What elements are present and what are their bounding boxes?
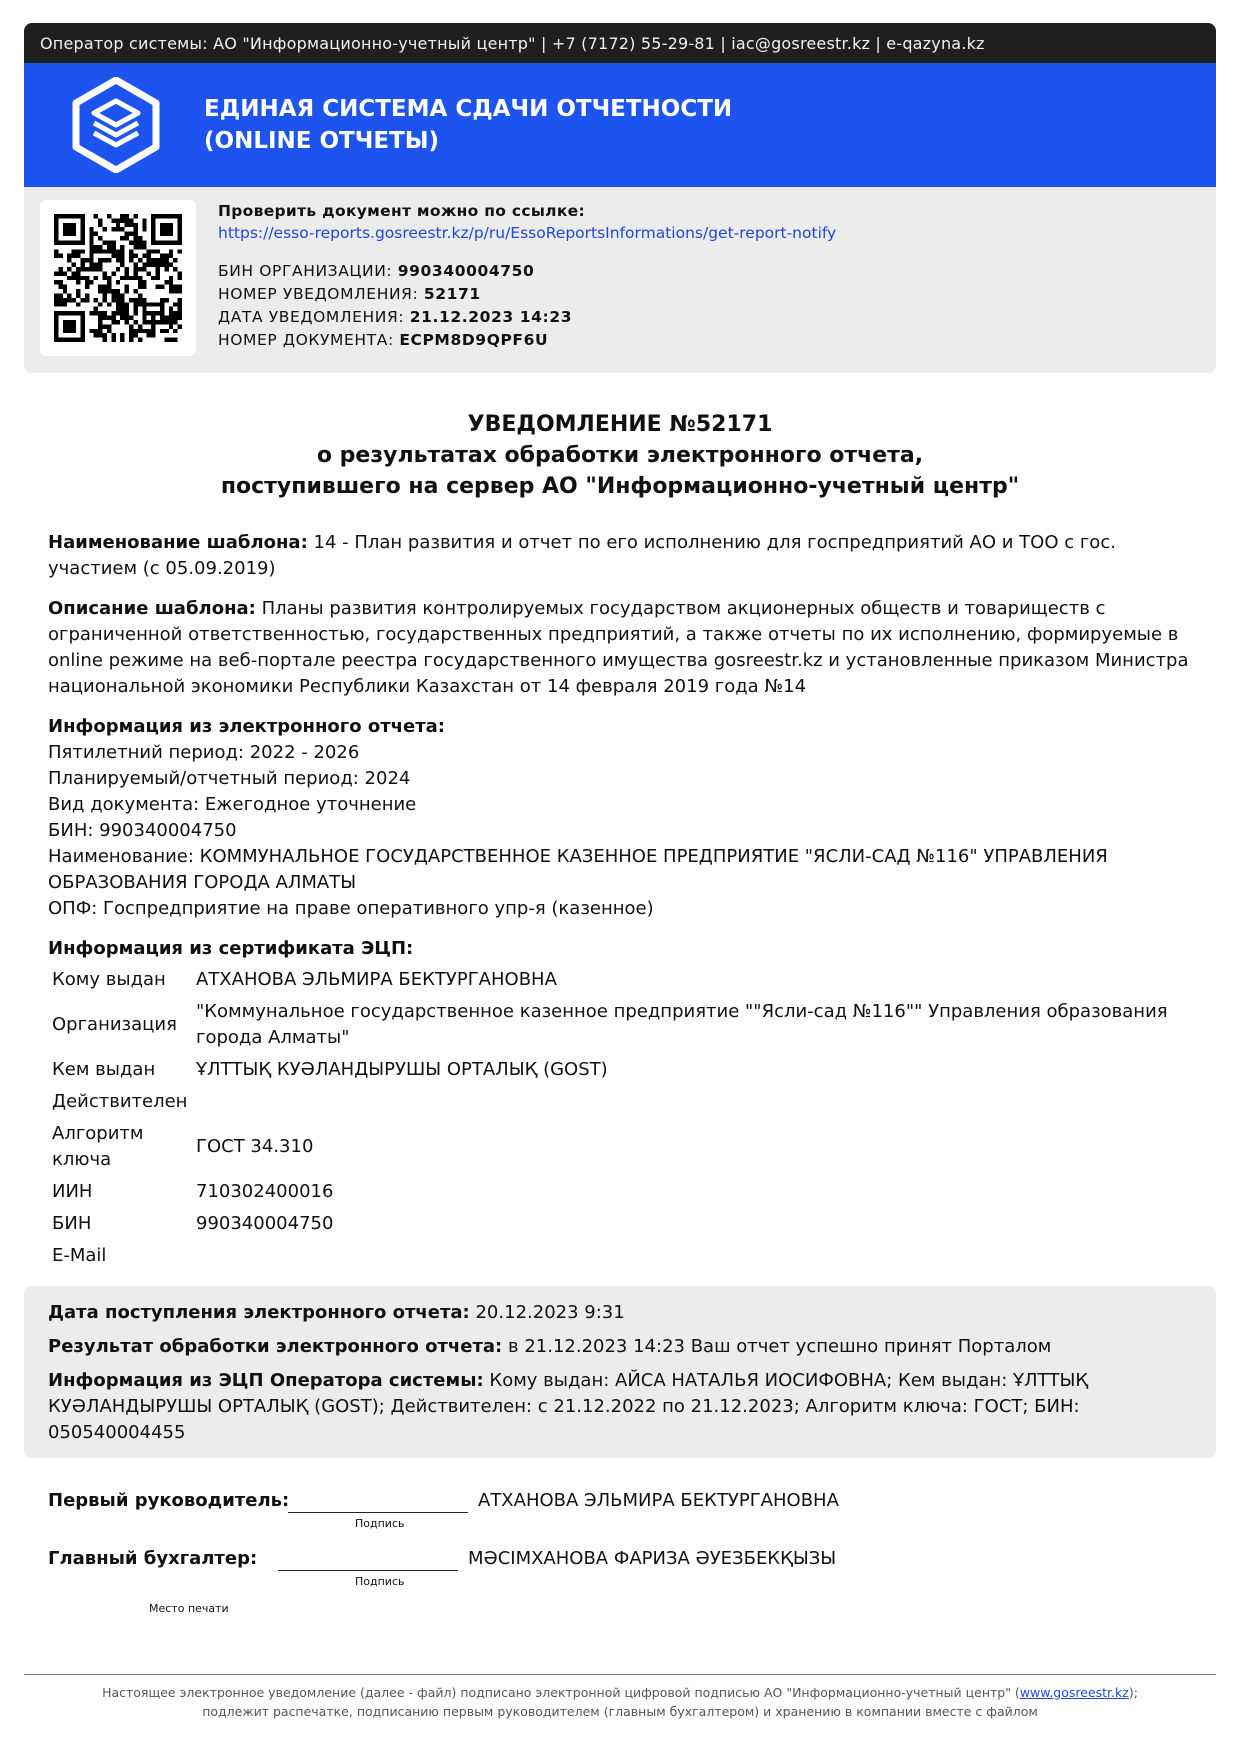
accountant-signature: [48, 1544, 1192, 1602]
title-line2: о результатах обработки электронного отчета,: [316, 443, 924, 468]
notif-row: [218, 283, 836, 306]
report-line: Наименование: КОММУНАЛЬНОЕ ГОСУДАРСТВЕННОЕ КАЗЕННОЕ ПРЕДПРИЯТИЕ "ЯСЛИ-САД №116" УПРАВЛЕНИЯ ОБРАЗОВАНИЯ ГОРОДА АЛМАТЫ: [48, 846, 1108, 893]
head-label: Первый руководитель:: [48, 1490, 290, 1511]
cert-value: 710302400016: [196, 1181, 334, 1202]
bin-row: [218, 260, 836, 283]
system-title-line1: ЕДИНАЯ СИСТЕМА СДАЧИ ОТЧЕТНОСТИ: [204, 96, 733, 122]
bin-label: БИН ОРГАНИЗАЦИИ:: [218, 262, 393, 280]
operator-topbar: [24, 23, 1216, 63]
notif-label: НОМЕР УВЕДОМЛЕНИЯ:: [218, 285, 419, 303]
stamp-place: Место печати: [149, 1602, 229, 1615]
result-value: в 21.12.2023 14:23 Ваш отчет успешно принят Порталом: [507, 1336, 1052, 1357]
footer-note: [24, 1683, 1216, 1721]
table-row: [48, 1240, 1192, 1272]
verification-meta: [218, 200, 836, 373]
verification-link[interactable]: https://esso-reports.gosreestr.kz/p/ru/EssoReportsInformations/get-report-notify: [218, 224, 837, 242]
template-description: [48, 596, 1192, 700]
template-desc-label: Описание шаблона:: [48, 598, 256, 619]
cert-table: [48, 964, 1192, 1272]
doc-label: НОМЕР ДОКУМЕНТА:: [218, 331, 394, 349]
received-row: [48, 1300, 1192, 1326]
table-row: [48, 1176, 1192, 1208]
report-line: Вид документа: Ежегодное уточнение: [48, 794, 417, 815]
doc-row: [218, 329, 836, 352]
doc-value: ECPM8D9QPF6U: [399, 331, 549, 349]
cert-value: [192, 1240, 1192, 1272]
cert-key: E-Mail: [52, 1245, 107, 1266]
signature-caption: Подпись: [355, 1575, 405, 1588]
template-name: [48, 530, 1192, 582]
report-info-heading: Информация из электронного отчета:: [48, 716, 445, 737]
table-row: [48, 964, 1192, 996]
footer-line1: [24, 1683, 1216, 1702]
operator-row: [48, 1368, 1192, 1446]
bin-value: 990340004750: [397, 262, 535, 280]
report-info: [48, 714, 1192, 922]
cert-key: Действителен: [52, 1091, 188, 1112]
footer-divider: [24, 1674, 1216, 1675]
cert-key: Кем выдан: [52, 1059, 156, 1080]
accountant-label: Главный бухгалтер:: [48, 1548, 258, 1569]
cert-value: АТХАНОВА ЭЛЬМИРА БЕКТУРГАНОВНА: [196, 969, 557, 990]
template-name-label: Наименование шаблона:: [48, 532, 308, 553]
system-title: [204, 93, 732, 157]
title-line3: поступившего на сервер АО "Информационно-учетный центр": [220, 474, 1020, 499]
head-signature: [48, 1486, 1192, 1544]
report-line: БИН: 990340004750: [48, 820, 237, 841]
signature-line: [288, 1512, 468, 1513]
operator-contacts: Оператор системы: АО "Информационно-учетный центр" | +7 (7172) 55-29-81 | iac@gosreestr.kz | e-qazyna.kz: [40, 33, 985, 53]
cert-value: 990340004750: [196, 1213, 334, 1234]
report-line: Пятилетний период: 2022 - 2026: [48, 742, 360, 763]
operator-label: Информация из ЭЦП Оператора системы:: [48, 1370, 484, 1391]
footer-text: Настоящее электронное уведомление (далее - файл) подписано электронной цифровой подписью АО "Информационно-учетный центр" (: [102, 1685, 1020, 1700]
report-line: Планируемый/отчетный период: 2024: [48, 768, 411, 789]
footer-link[interactable]: www.gosreestr.kz: [1019, 1685, 1129, 1700]
table-row: [48, 1054, 1192, 1086]
verification-box: [24, 187, 1216, 373]
cert-key: БИН: [52, 1213, 92, 1234]
date-value: 21.12.2023 14:23: [409, 308, 573, 326]
table-row: [48, 1118, 1192, 1176]
head-name: АТХАНОВА ЭЛЬМИРА БЕКТУРГАНОВНА: [478, 1490, 839, 1511]
footer-text: );: [1128, 1685, 1138, 1700]
template-name-value: 14 - План развития и отчет по его исполнению для госпредприятий АО и ТОО с гос. участием (с 05.09.2019): [48, 532, 1116, 579]
layers-hexagon-icon: [68, 77, 164, 173]
system-banner: [24, 63, 1216, 187]
cert-key: Алгоритм ключа: [52, 1123, 144, 1170]
check-label: Проверить документ можно по ссылке:: [218, 202, 585, 220]
result-label: Результат обработки электронного отчета:: [48, 1336, 503, 1357]
table-row: [48, 996, 1192, 1054]
table-row: [48, 1086, 1192, 1118]
cert-key: Организация: [52, 1014, 177, 1035]
cert-value: "Коммунальное государственное казенное предприятие ""Ясли-сад №116"" Управления образования города Алматы": [196, 1001, 1168, 1048]
result-row: [48, 1334, 1192, 1360]
document-title: [24, 409, 1216, 502]
template-desc-value: Планы развития контролируемых государством акционерных обществ и товариществ с ограниченной ответственностью, государственных предприятий, а также отчеты по их исполнению, формируемые в online режиме на веб-портале реестра государственного имущества gosreestr.kz и установленные приказом Министра национальной экономики Республики Казахстан от 14 февраля 2019 года №14: [48, 598, 1189, 697]
title-line1: УВЕДОМЛЕНИЕ №52171: [467, 412, 773, 437]
cert-value: ГОСТ 34.310: [196, 1136, 314, 1157]
signature-line: [278, 1570, 458, 1571]
cert-heading: Информация из сертификата ЭЦП:: [48, 938, 414, 959]
operator-value: Кому выдан: АЙСА НАТАЛЬЯ ИОСИФОВНА; Кем выдан: ҰЛТТЫҚ КУӘЛАНДЫРУШЫ ОРТАЛЫҚ (GOST); Действителен: с 21.12.2022 по 21.12.2023; Алгоритм ключа: ГОСТ; БИН: 050540004455: [48, 1370, 1089, 1443]
received-label: Дата поступления электронного отчета:: [48, 1302, 470, 1323]
system-title-line2: (ONLINE ОТЧЕТЫ): [204, 128, 440, 154]
date-label: ДАТА УВЕДОМЛЕНИЯ:: [218, 308, 405, 326]
report-line: ОПФ: Госпредприятие на праве оперативного упр-я (казенное): [48, 898, 654, 919]
cert-value: ҰЛТТЫҚ КУӘЛАНДЫРУШЫ ОРТАЛЫҚ (GOST): [196, 1059, 608, 1080]
notification-page: [24, 23, 1216, 1615]
signatures: [24, 1486, 1216, 1615]
table-row: [48, 1208, 1192, 1240]
qr-code: [40, 200, 196, 356]
qr-code-icon: [54, 214, 182, 342]
document-body: [24, 530, 1216, 1272]
processing-box: [24, 1286, 1216, 1458]
cert-key: ИИН: [52, 1181, 93, 1202]
accountant-name: МӘСІМХАНОВА ФАРИЗА ӘУЕЗБЕКҚЫЗЫ: [468, 1548, 837, 1569]
notif-value: 52171: [423, 285, 481, 303]
signature-caption: Подпись: [355, 1517, 405, 1530]
received-value: 20.12.2023 9:31: [475, 1302, 625, 1323]
cert-value: [192, 1086, 1192, 1118]
footer-line2: подлежит распечатке, подписанию первым руководителем (главным бухгалтером) и хранению в компании вместе с файлом: [202, 1704, 1038, 1719]
cert-key: Кому выдан: [52, 969, 166, 990]
date-row: [218, 306, 836, 329]
